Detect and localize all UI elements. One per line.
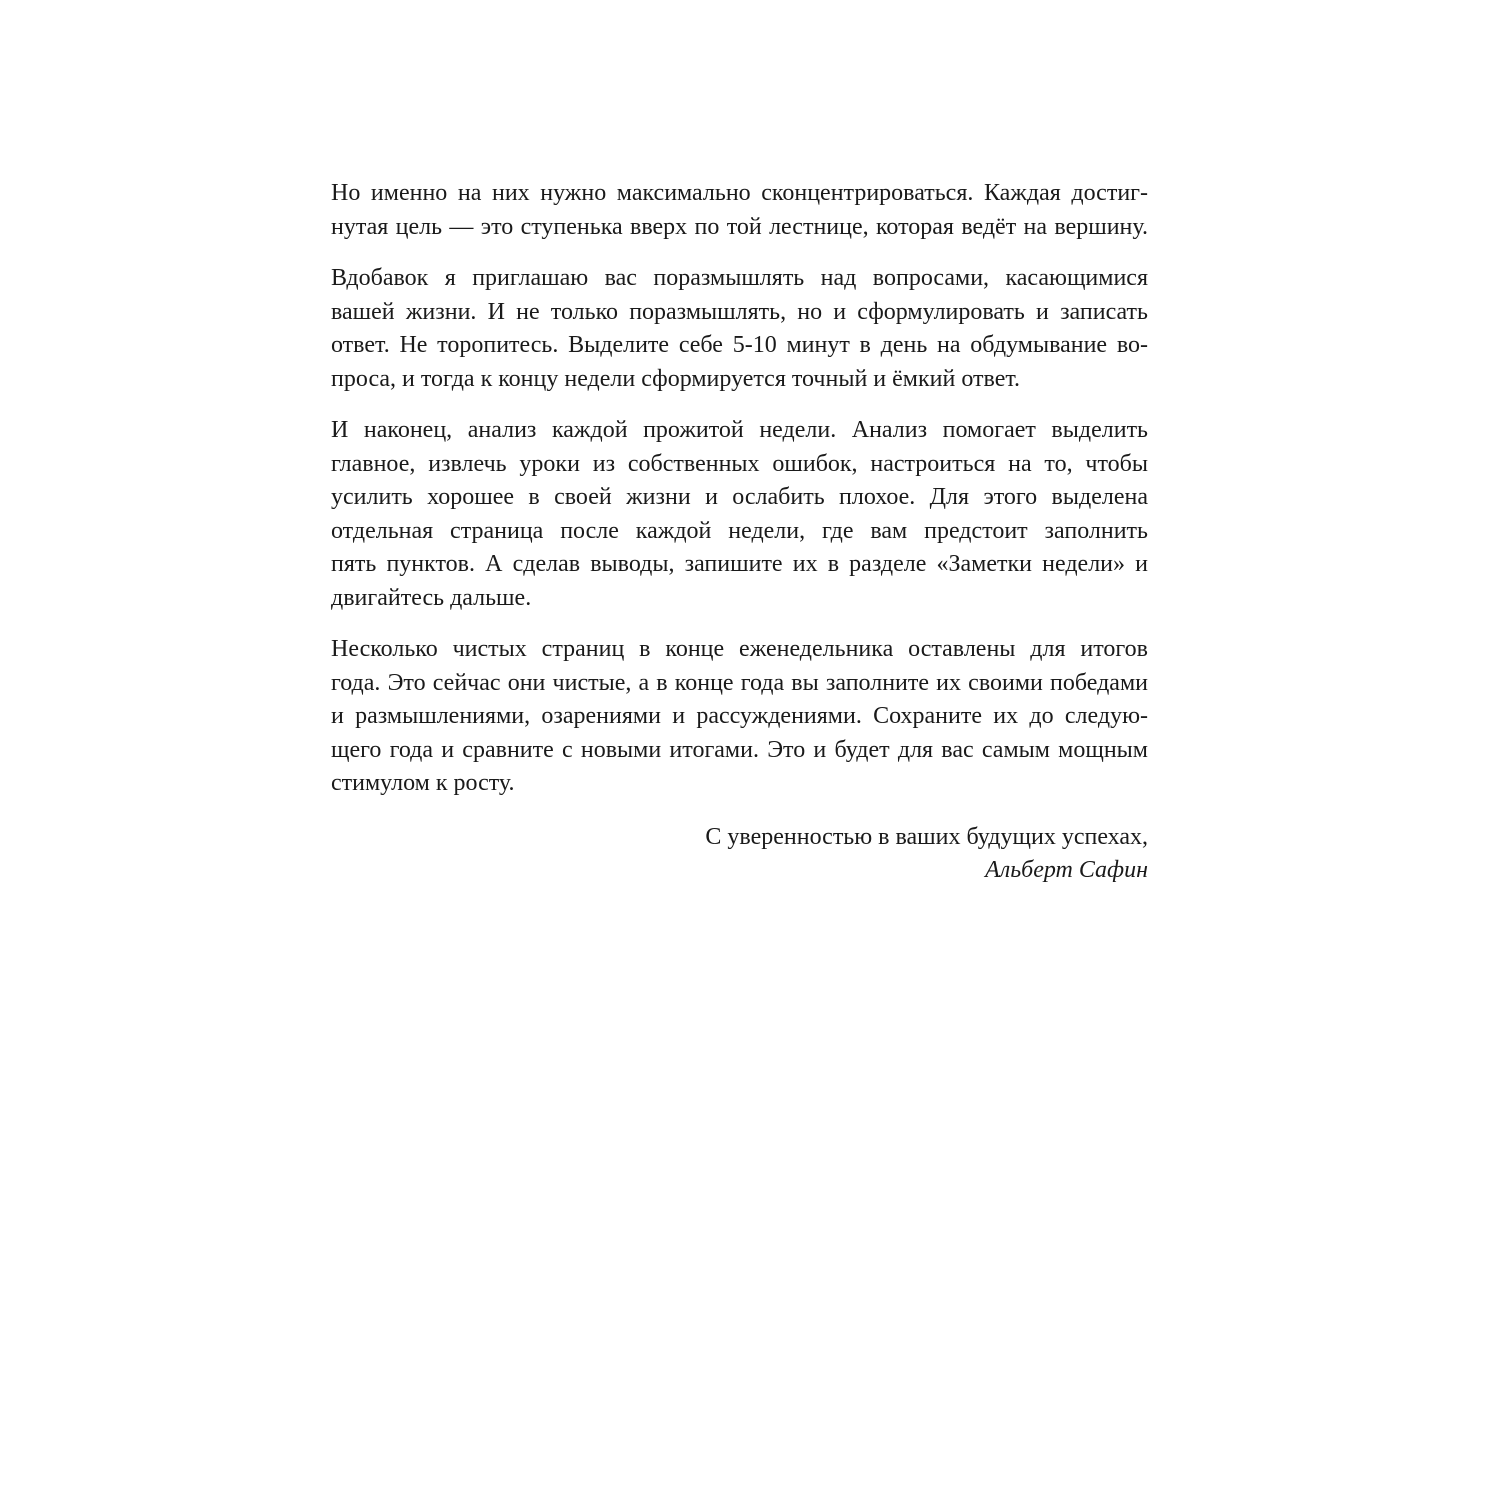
text-line: ответ. Не торопитесь. Выделите себе 5-10 минут в день на обдумывание во- [331,332,1148,358]
text-line: И наконец, анализ каждой прожитой недели. Анализ помогает выделить [331,417,1148,443]
text-line: года. Это сейчас они чистые, а в конце года вы заполните их своими победами [331,669,1148,696]
text-line: пять пунктов. А сделав выводы, запишите их в разделе «Заметки недели» и [331,551,1148,577]
document-page [331,177,1148,888]
paragraph [331,262,1148,396]
paragraph [331,633,1148,801]
text-line: нутая цель — это ступенька вверх по той лестнице, которая ведёт на вершину. [331,213,1148,240]
text-line: и размышлениями, озарениями и рассуждениями. Сохраните их до следую- [331,703,1148,729]
text-line: стимулом к росту. [331,770,515,796]
text-line: усилить хорошее в своей жизни и ослабить плохое. Для этого выделена [331,484,1148,510]
text-line: главное, извлечь уроки из собственных ошибок, настроиться на то, чтобы [331,450,1148,477]
signature-block [331,821,1148,888]
author-name: Альберт Сафин [985,857,1148,883]
text-line: двигайтесь дальше. [331,584,532,611]
text-line: вашей жизни. И не только поразмышлять, но и сформулировать и записать [331,298,1148,325]
text-line: проса, и тогда к концу недели сформируется точный и ёмкий ответ. [331,365,1021,392]
text-line: Несколько чистых страниц в конце еженедельника оставлены для итогов [331,636,1148,662]
paragraph [331,177,1148,244]
text-line: отдельная страница после каждой недели, где вам предстоит заполнить [331,517,1148,544]
closing-line: С уверенностью в ваших будущих успехах, [705,823,1148,850]
paragraph [331,414,1148,615]
text-line: Но именно на них нужно максимально сконцентрироваться. Каждая достиг- [331,180,1148,206]
text-line: Вдобавок я приглашаю вас поразмышлять над вопросами, касающимися [331,265,1148,291]
text-line: щего года и сравните с новыми итогами. Это и будет для вас самым мощным [331,736,1148,763]
